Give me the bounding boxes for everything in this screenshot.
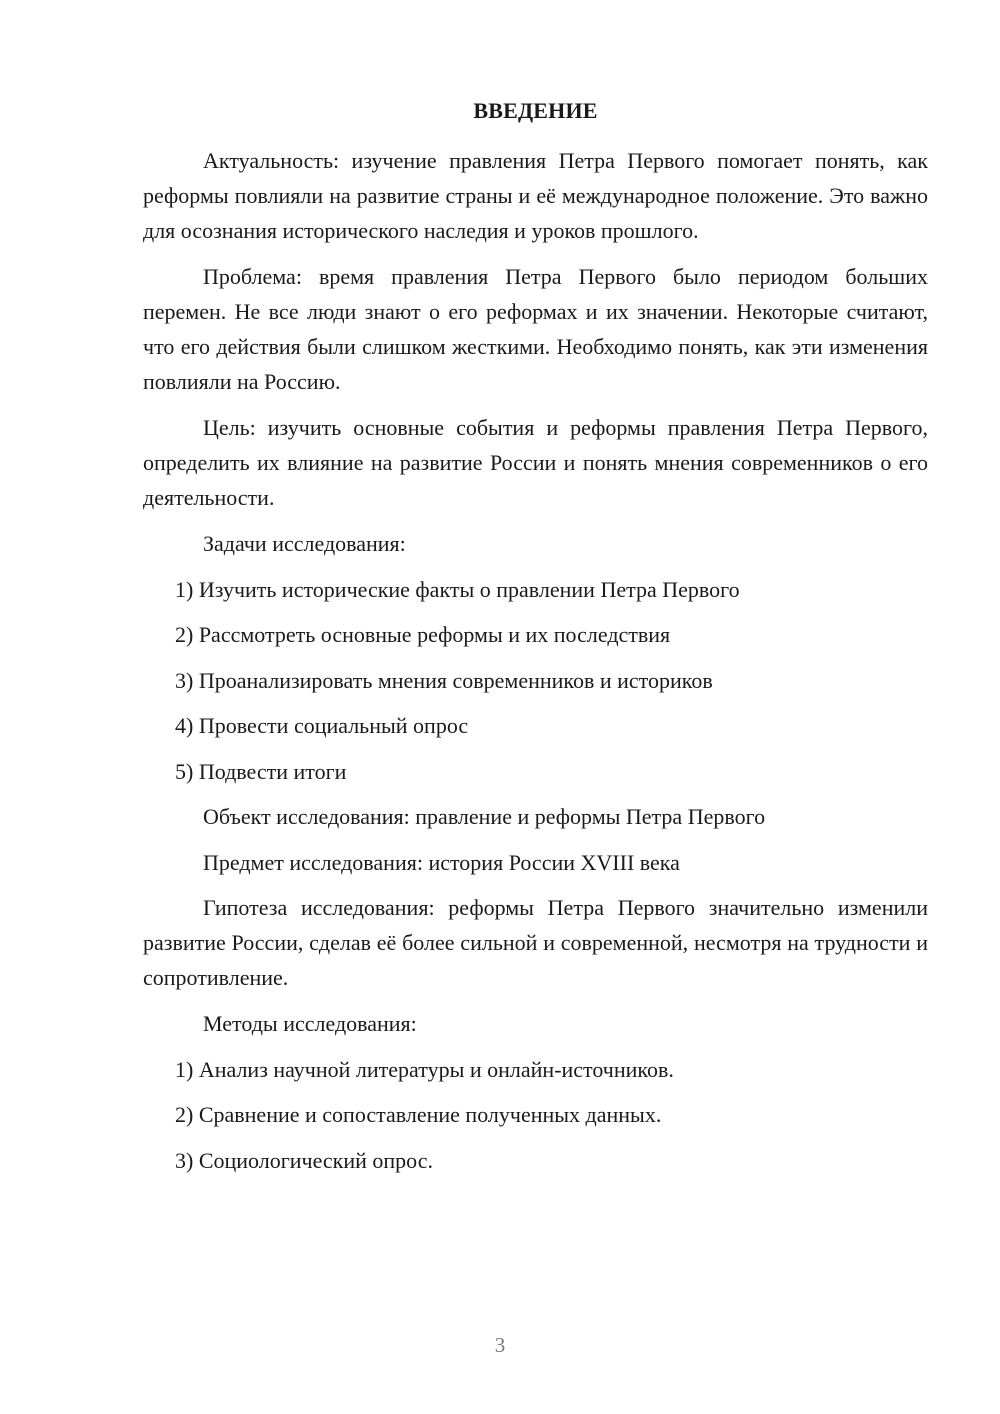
task-item: 4) Провести социальный опрос <box>175 713 469 738</box>
tasks-heading: Задачи исследования: <box>203 531 406 556</box>
research-object: Объект исследования: правление и реформы Петра Первого <box>203 804 766 829</box>
section-title: ВВЕДЕНИЕ <box>473 98 598 123</box>
document-body <box>143 143 928 1188</box>
method-item: 3) Социологический опрос. <box>175 1147 433 1173</box>
goal-paragraph: Цель: изучить основные события и реформы правления Петра Первого, определить их влияние на развитие России и понять мнения современников о его деятельности. <box>143 415 928 510</box>
hypothesis-paragraph: Гипотеза исследования: реформы Петра Первого значительно изменили развитие России, сделав её более сильной и современной, несмотря на трудности и сопротивление. <box>143 895 928 990</box>
page-number: 3 <box>494 1333 506 1357</box>
task-item: 1) Изучить исторические факты о правлении Петра Первого <box>175 576 740 602</box>
relevance-paragraph: Актуальность: изучение правления Петра Первого помогает понять, как реформы повлияли на развитие страны и её международное положение. Это важно для осознания исторического наследия и уроков прошлого. <box>143 148 928 243</box>
research-subject: Предмет исследования: история России XVIII века <box>203 849 680 875</box>
task-item: 5) Подвести итоги <box>175 758 347 784</box>
task-item: 2) Рассмотреть основные реформы и их последствия <box>175 622 671 647</box>
method-item: 1) Анализ научной литературы и онлайн-источников. <box>175 1056 674 1082</box>
methods-heading: Методы исследования: <box>203 1011 417 1036</box>
problem-paragraph: Проблема: время правления Петра Первого было периодом больших перемен. Не все люди знают о его реформах и их значении. Некоторые считают, что его действия были слишком жесткими. Необходимо понять, как эти изменения повлияли на Россию. <box>143 264 928 394</box>
task-item: 3) Проанализировать мнения современников и историков <box>175 667 713 693</box>
method-item: 2) Сравнение и сопоставление полученных данных. <box>175 1102 662 1127</box>
